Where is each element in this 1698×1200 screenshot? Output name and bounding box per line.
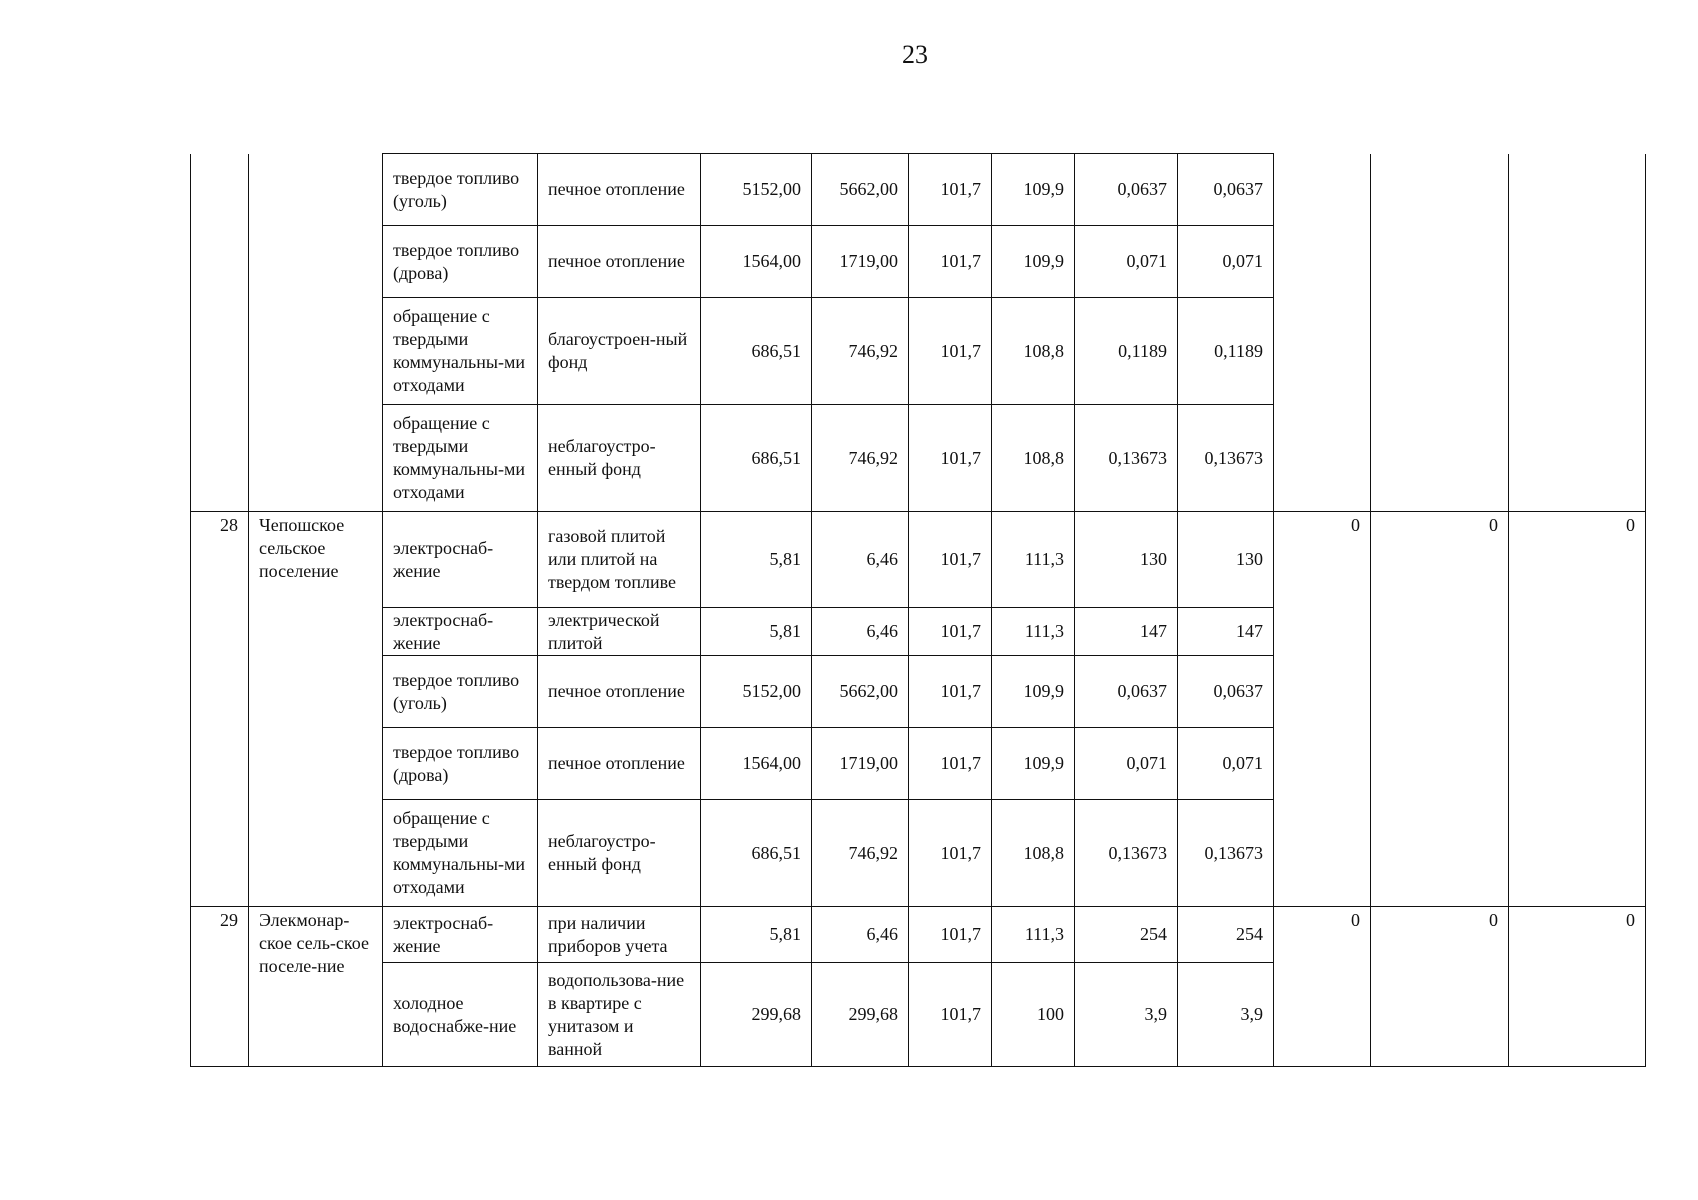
value-cell: 109,9 bbox=[992, 154, 1075, 226]
value-cell: 101,7 bbox=[909, 800, 992, 907]
value-cell: 0,071 bbox=[1075, 226, 1178, 298]
value-cell: 3,9 bbox=[1178, 963, 1274, 1067]
value-cell: 299,68 bbox=[701, 963, 812, 1067]
value-cell: 101,7 bbox=[909, 907, 992, 963]
value-cell: 0,071 bbox=[1178, 226, 1274, 298]
value-cell: 109,9 bbox=[992, 226, 1075, 298]
result-cell bbox=[1274, 154, 1371, 512]
value-cell: 0,071 bbox=[1075, 728, 1178, 800]
value-cell: 130 bbox=[1178, 512, 1274, 608]
service-cell: твердое топливо (дрова) bbox=[383, 226, 538, 298]
service-cell: обращение с твердыми коммунальны-ми отходами bbox=[383, 298, 538, 405]
value-cell: 0,13673 bbox=[1075, 405, 1178, 512]
value-cell: 101,7 bbox=[909, 656, 992, 728]
value-cell: 108,8 bbox=[992, 800, 1075, 907]
value-cell: 0,0637 bbox=[1075, 656, 1178, 728]
value-cell: 0,1189 bbox=[1178, 298, 1274, 405]
value-cell: 0,0637 bbox=[1075, 154, 1178, 226]
settlement-name-cell: Чепошское сельское поселение bbox=[249, 512, 383, 907]
value-cell: 686,51 bbox=[701, 298, 812, 405]
service-type-cell: печное отопление bbox=[538, 154, 701, 226]
value-cell: 6,46 bbox=[812, 512, 909, 608]
value-cell: 299,68 bbox=[812, 963, 909, 1067]
value-cell: 0,1189 bbox=[1075, 298, 1178, 405]
page-number: 23 bbox=[902, 40, 928, 69]
value-cell: 108,8 bbox=[992, 298, 1075, 405]
service-type-cell: печное отопление bbox=[538, 226, 701, 298]
value-cell: 101,7 bbox=[909, 512, 992, 608]
value-cell: 108,8 bbox=[992, 405, 1075, 512]
value-cell: 1719,00 bbox=[812, 728, 909, 800]
value-cell: 101,7 bbox=[909, 963, 992, 1067]
result-cell: 0 bbox=[1371, 512, 1509, 907]
value-cell: 0,071 bbox=[1178, 728, 1274, 800]
value-cell: 0,13673 bbox=[1075, 800, 1178, 907]
value-cell: 746,92 bbox=[812, 405, 909, 512]
value-cell: 5662,00 bbox=[812, 656, 909, 728]
result-cell: 0 bbox=[1274, 512, 1371, 907]
service-cell: твердое топливо (дрова) bbox=[383, 728, 538, 800]
value-cell: 147 bbox=[1178, 608, 1274, 656]
service-type-cell: благоустроен-ный фонд bbox=[538, 298, 701, 405]
service-cell: обращение с твердыми коммунальны-ми отходами bbox=[383, 405, 538, 512]
value-cell: 101,7 bbox=[909, 298, 992, 405]
value-cell: 5152,00 bbox=[701, 656, 812, 728]
service-type-cell: печное отопление bbox=[538, 728, 701, 800]
row-number-cell: 28 bbox=[191, 512, 249, 907]
value-cell: 0,0637 bbox=[1178, 154, 1274, 226]
value-cell: 100 bbox=[992, 963, 1075, 1067]
value-cell: 5,81 bbox=[701, 512, 812, 608]
value-cell: 101,7 bbox=[909, 728, 992, 800]
value-cell: 746,92 bbox=[812, 298, 909, 405]
service-type-cell: печное отопление bbox=[538, 656, 701, 728]
table-row bbox=[191, 154, 1646, 226]
value-cell: 5152,00 bbox=[701, 154, 812, 226]
value-cell: 3,9 bbox=[1075, 963, 1178, 1067]
value-cell: 109,9 bbox=[992, 656, 1075, 728]
service-type-cell: электрической плитой bbox=[538, 608, 701, 656]
service-cell: обращение с твердыми коммунальны-ми отходами bbox=[383, 800, 538, 907]
service-cell: электроснаб-жение bbox=[383, 608, 538, 656]
service-cell: холодное водоснабже-ние bbox=[383, 963, 538, 1067]
service-cell: твердое топливо (уголь) bbox=[383, 154, 538, 226]
value-cell: 101,7 bbox=[909, 226, 992, 298]
service-type-cell: при наличии приборов учета bbox=[538, 907, 701, 963]
value-cell: 6,46 bbox=[812, 608, 909, 656]
value-cell: 0,13673 bbox=[1178, 405, 1274, 512]
settlement-name-cell: Элекмонар-ское сель-ское поселе-ние bbox=[249, 907, 383, 1067]
value-cell: 1564,00 bbox=[701, 226, 812, 298]
value-cell: 1564,00 bbox=[701, 728, 812, 800]
value-cell: 130 bbox=[1075, 512, 1178, 608]
value-cell: 101,7 bbox=[909, 608, 992, 656]
result-cell bbox=[1371, 154, 1509, 512]
result-cell: 0 bbox=[1274, 907, 1371, 1067]
tariff-table bbox=[190, 153, 1646, 1067]
service-type-cell: газовой плитой или плитой на твердом топливе bbox=[538, 512, 701, 608]
table-row bbox=[191, 907, 1646, 963]
value-cell: 686,51 bbox=[701, 800, 812, 907]
service-cell: электроснаб-жение bbox=[383, 907, 538, 963]
table-row bbox=[191, 512, 1646, 608]
value-cell: 5,81 bbox=[701, 608, 812, 656]
result-cell: 0 bbox=[1509, 512, 1646, 907]
value-cell: 147 bbox=[1075, 608, 1178, 656]
value-cell: 1719,00 bbox=[812, 226, 909, 298]
value-cell: 101,7 bbox=[909, 154, 992, 226]
value-cell: 111,3 bbox=[992, 512, 1075, 608]
service-cell: электроснаб-жение bbox=[383, 512, 538, 608]
result-cell: 0 bbox=[1371, 907, 1509, 1067]
service-type-cell: неблагоустро-енный фонд bbox=[538, 405, 701, 512]
value-cell: 6,46 bbox=[812, 907, 909, 963]
service-cell: твердое топливо (уголь) bbox=[383, 656, 538, 728]
settlement-name-cell bbox=[249, 154, 383, 512]
value-cell: 109,9 bbox=[992, 728, 1075, 800]
result-cell bbox=[1509, 154, 1646, 512]
value-cell: 254 bbox=[1178, 907, 1274, 963]
row-number-cell: 29 bbox=[191, 907, 249, 1067]
value-cell: 254 bbox=[1075, 907, 1178, 963]
value-cell: 5662,00 bbox=[812, 154, 909, 226]
value-cell: 111,3 bbox=[992, 608, 1075, 656]
value-cell: 0,13673 bbox=[1178, 800, 1274, 907]
value-cell: 5,81 bbox=[701, 907, 812, 963]
service-type-cell: водопользова-ние в квартире с унитазом и ванной bbox=[538, 963, 701, 1067]
result-cell: 0 bbox=[1509, 907, 1646, 1067]
value-cell: 101,7 bbox=[909, 405, 992, 512]
row-number-cell bbox=[191, 154, 249, 512]
value-cell: 0,0637 bbox=[1178, 656, 1274, 728]
service-type-cell: неблагоустро-енный фонд bbox=[538, 800, 701, 907]
value-cell: 111,3 bbox=[992, 907, 1075, 963]
value-cell: 686,51 bbox=[701, 405, 812, 512]
value-cell: 746,92 bbox=[812, 800, 909, 907]
